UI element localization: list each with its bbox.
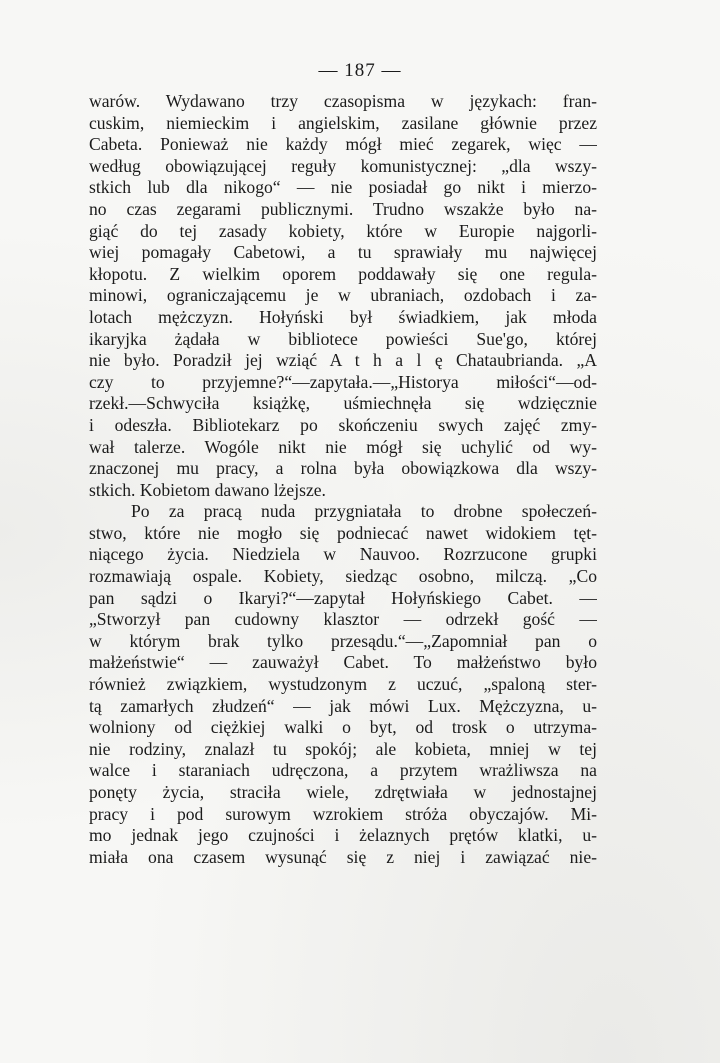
text-line: pan sądzi o Ikaryi?“—zapytał Hołyńskiego Cabet. — <box>89 587 597 608</box>
text-line: niącego życia. Niedziela w Nauvoo. Rozrzucone grupki <box>89 544 597 565</box>
text-line: nie rodziny, znalazł tu spokój; ale kobieta, mniej w tej <box>89 738 597 759</box>
text-line: w którym brak tylko przesądu.“—„Zapomniał pan o <box>89 630 597 651</box>
text-line: wał talerze. Wogóle nikt nie mógł się uchylić od wy- <box>89 436 597 457</box>
text-line: również związkiem, wystudzonym z uczuć, „spaloną ster- <box>89 674 597 695</box>
text-line: tą zamarłych złudzeń“ — jak mówi Lux. Mężczyzna, u- <box>89 695 597 716</box>
text-line: wolniony od ciężkiej walki o byt, od trosk o utrzyma- <box>89 717 597 738</box>
text-line: nie było. Poradził jej wziąć A t h a l ę Chataubrianda. „A <box>89 350 597 371</box>
text-line: mo jednak jego czujności i żelaznych prętów klatki, u- <box>89 825 597 846</box>
text-line: walce i staraniach udręczona, a przytem wrażliwsza na <box>89 760 597 781</box>
text-line: ponęty życia, straciła wiele, zdrętwiała w jednostajnej <box>89 782 597 802</box>
text-line: minowi, ograniczającemu je w ubraniach, ozdobach i za- <box>89 285 597 306</box>
text-line: kłopotu. Z wielkim oporem poddawały się one regula- <box>89 263 597 284</box>
text-line: giąć do tej zasady kobiety, które w Europie najgorli- <box>89 220 597 241</box>
text-line: małżeństwie“ — zauważył Cabet. To małżeństwo było <box>89 652 597 673</box>
text-line: stkich lub dla nikogo“ — nie posiadał go nikt i mierzo- <box>89 177 597 198</box>
text-line: ikaryjka żądała w bibliotece powieści Sue'go, której <box>89 328 597 349</box>
text-line: wiej pomagały Cabetowi, a tu sprawiały mu najwięcej <box>89 242 597 263</box>
text-line: lotach mężczyzn. Hołyński był świadkiem, jak młoda <box>89 306 597 327</box>
paragraph-start-line: Po za pracą nuda przygniatała to drobne społeczeń- <box>131 501 597 522</box>
text-line: czy to przyjemne?“—zapytała.—„Historya miłości“—od- <box>89 371 597 392</box>
text-line: rzekł.—Schwyciła książkę, uśmiechnęła się wdzięcznie <box>89 393 597 414</box>
page-number: — 187 — <box>318 60 402 81</box>
paragraph-end-line: stkich. Kobietom dawano lżejsze. <box>89 479 326 500</box>
text-line: stwo, które nie mogło się podniecać nawet widokiem tęt- <box>89 522 597 543</box>
text-line: no czas zegarami publicznymi. Trudno wszakże było na- <box>89 198 597 219</box>
text-line: pracy i pod surowym wzrokiem stróża obyczajów. Mi- <box>89 803 597 824</box>
text-line: i odeszła. Bibliotekarz po skończeniu swych zajęć zmy- <box>89 414 597 435</box>
body-text <box>89 91 597 868</box>
text-line: znaczonej mu pracy, a rolna była obowiązkowa dla wszy- <box>89 458 597 479</box>
text-line: „Stworzył pan cudowny klasztor — odrzekł gość — <box>89 609 597 630</box>
text-line: cuskim, niemieckim i angielskim, zasilane głównie przez <box>89 112 597 133</box>
text-line: według obowiązującej reguły komunistycznej: „dla wszy- <box>89 155 597 176</box>
text-line: miała ona czasem wysunąć się z niej i zawiązać nie- <box>89 846 597 867</box>
text-line: Cabeta. Ponieważ nie każdy mógł mieć zegarek, więc — <box>89 134 597 155</box>
text-line: rozmawiają ospale. Kobiety, siedząc osobno, milczą. „Co <box>89 566 597 587</box>
text-line: warów. Wydawano trzy czasopisma w językach: fran- <box>89 91 597 111</box>
